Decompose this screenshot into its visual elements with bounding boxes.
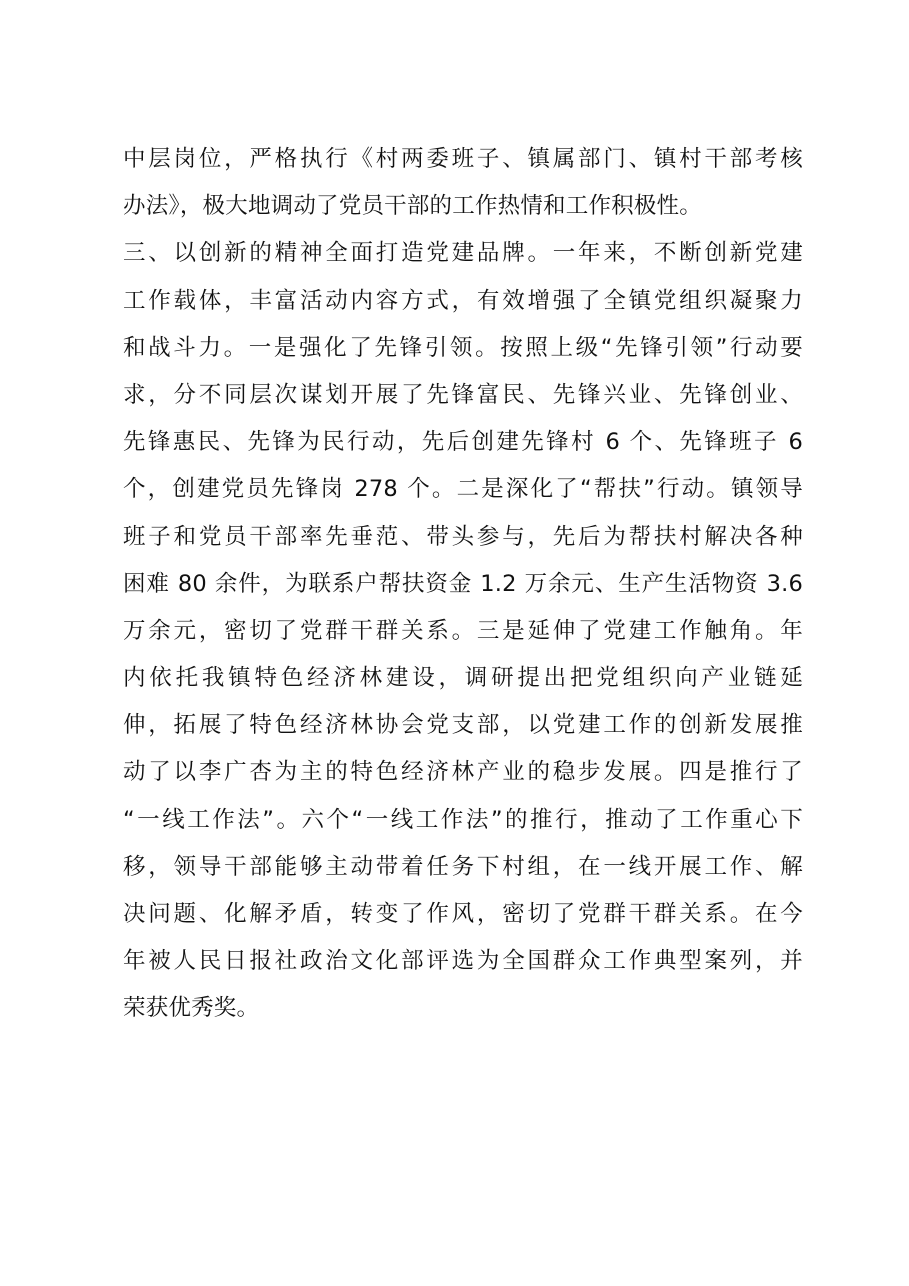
text-line: 办法》，极大地调动了党员干部的工作热情和工作积极性。 xyxy=(123,193,702,220)
text-line: 动了以李广杏为主的特色经济林产业的稳步发展。四是推行了 xyxy=(123,759,803,786)
text-line: 万余元，密切了党群干群关系。三是延伸了党建工作触角。年 xyxy=(123,617,803,644)
text-line: 困难 80 余件，为联系户帮扶资金 1.2 万余元、生产生活物资 3.6 xyxy=(123,570,803,597)
text-line: 求，分不同层次谋划开展了先锋富民、先锋兴业、先锋创业、 xyxy=(123,381,803,408)
text-line: 班子和党员干部率先垂范、带头参与，先后为帮扶村解决各种 xyxy=(123,523,803,550)
text-line: 先锋惠民、先锋为民行动，先后创建先锋村 6 个、先锋班子 6 xyxy=(123,429,803,456)
text-line: “一线工作法”。六个“一线工作法”的推行，推动了工作重心下 xyxy=(123,806,803,833)
body-paragraph xyxy=(123,136,803,1033)
text-line: 工作载体，丰富活动内容方式，有效增强了全镇党组织凝聚力 xyxy=(123,287,803,314)
text-line: 内依托我镇特色经济林建设，调研提出把党组织向产业链延 xyxy=(123,665,803,692)
text-line: 决问题、化解矛盾，转变了作风，密切了党群干群关系。在今 xyxy=(123,901,803,927)
text-line: 中层岗位，严格执行《村两委班子、镇属部门、镇村干部考核 xyxy=(123,146,803,172)
text-line: 个，创建党员先锋岗 278 个。二是深化了“帮扶”行动。镇领导 xyxy=(123,476,803,503)
text-line: 年被人民日报社政治文化部评选为全国群众工作典型案列，并 xyxy=(123,948,803,975)
text-line: 三、以创新的精神全面打造党建品牌。一年来，不断创新党建 xyxy=(123,240,803,267)
text-line: 移，领导干部能够主动带着任务下村组，在一线开展工作、解 xyxy=(123,853,803,880)
text-line: 荣获优秀奖。 xyxy=(123,995,260,1022)
text-line: 伸，拓展了特色经济林协会党支部，以党建工作的创新发展推 xyxy=(123,712,803,739)
text-line: 和战斗力。一是强化了先锋引领。按照上级“先锋引领”行动要 xyxy=(123,334,803,361)
